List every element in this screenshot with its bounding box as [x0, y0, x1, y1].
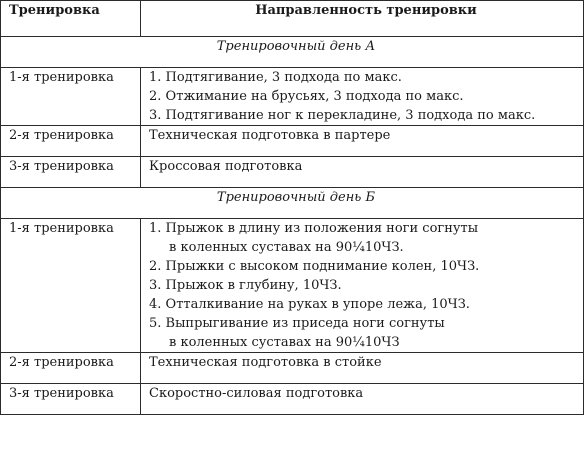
table-header-row	[1, 1, 584, 37]
header-focus: Направленность тренировки	[141, 1, 584, 37]
session-cell	[1, 126, 141, 157]
exercise-line: 4. Отталкивание на руках в упоре лежа, 10ЧЗ.	[149, 297, 470, 312]
focus-cell	[141, 219, 584, 353]
training-day-row	[1, 37, 584, 68]
exercise-line: Техническая подготовка в партере	[149, 128, 391, 143]
session-label: 2-я тренировка	[9, 128, 114, 143]
exercise-line: 1. Подтягивание, 3 подхода по макс.	[149, 70, 402, 85]
session-cell	[1, 219, 141, 353]
table-row	[1, 353, 584, 384]
exercise-line: 2. Прыжки с высоком поднимание колен, 10ЧЗ.	[149, 259, 480, 274]
session-label: 3-я тренировка	[9, 386, 114, 401]
table-body	[1, 37, 584, 415]
exercise-line: Скоростно-силовая подготовка	[149, 386, 364, 401]
training-day-title: Тренировочный день Б	[1, 188, 584, 219]
focus-cell	[141, 157, 584, 188]
session-label: 3-я тренировка	[9, 159, 114, 174]
session-cell	[1, 68, 141, 126]
focus-cell	[141, 353, 584, 384]
table-row	[1, 68, 584, 126]
session-cell	[1, 353, 141, 384]
session-cell	[1, 384, 141, 415]
table-row	[1, 384, 584, 415]
exercise-line: 1. Прыжок в длину из положения ноги согнуты	[149, 221, 479, 236]
focus-cell	[141, 384, 584, 415]
exercise-line: 2. Отжимание на брусьях, 3 подхода по макс.	[149, 89, 464, 104]
focus-cell	[141, 126, 584, 157]
training-day-row	[1, 188, 584, 219]
exercise-line: Кроссовая подготовка	[149, 159, 303, 174]
table-row	[1, 157, 584, 188]
table-row	[1, 126, 584, 157]
session-label: 2-я тренировка	[9, 355, 114, 370]
focus-cell	[141, 68, 584, 126]
exercise-line: 5. Выпрыгивание из приседа ноги согнуты	[149, 316, 445, 331]
exercise-line: 3. Прыжок в глубину, 10ЧЗ.	[149, 278, 342, 293]
header-session: Тренировка	[1, 1, 141, 37]
exercise-line: в коленных суставах на 90¼10ЧЗ.	[169, 240, 404, 255]
session-cell	[1, 157, 141, 188]
session-label: 1-я тренировка	[9, 221, 114, 236]
exercise-line: в коленных суставах на 90¼10ЧЗ	[169, 335, 400, 350]
session-label: 1-я тренировка	[9, 70, 114, 85]
exercise-line: 3. Подтягивание ног к перекладине, 3 подхода по макс.	[149, 108, 536, 123]
table-row	[1, 219, 584, 353]
training-day-title: Тренировочный день А	[1, 37, 584, 68]
exercise-line: Техническая подготовка в стойке	[149, 355, 382, 370]
